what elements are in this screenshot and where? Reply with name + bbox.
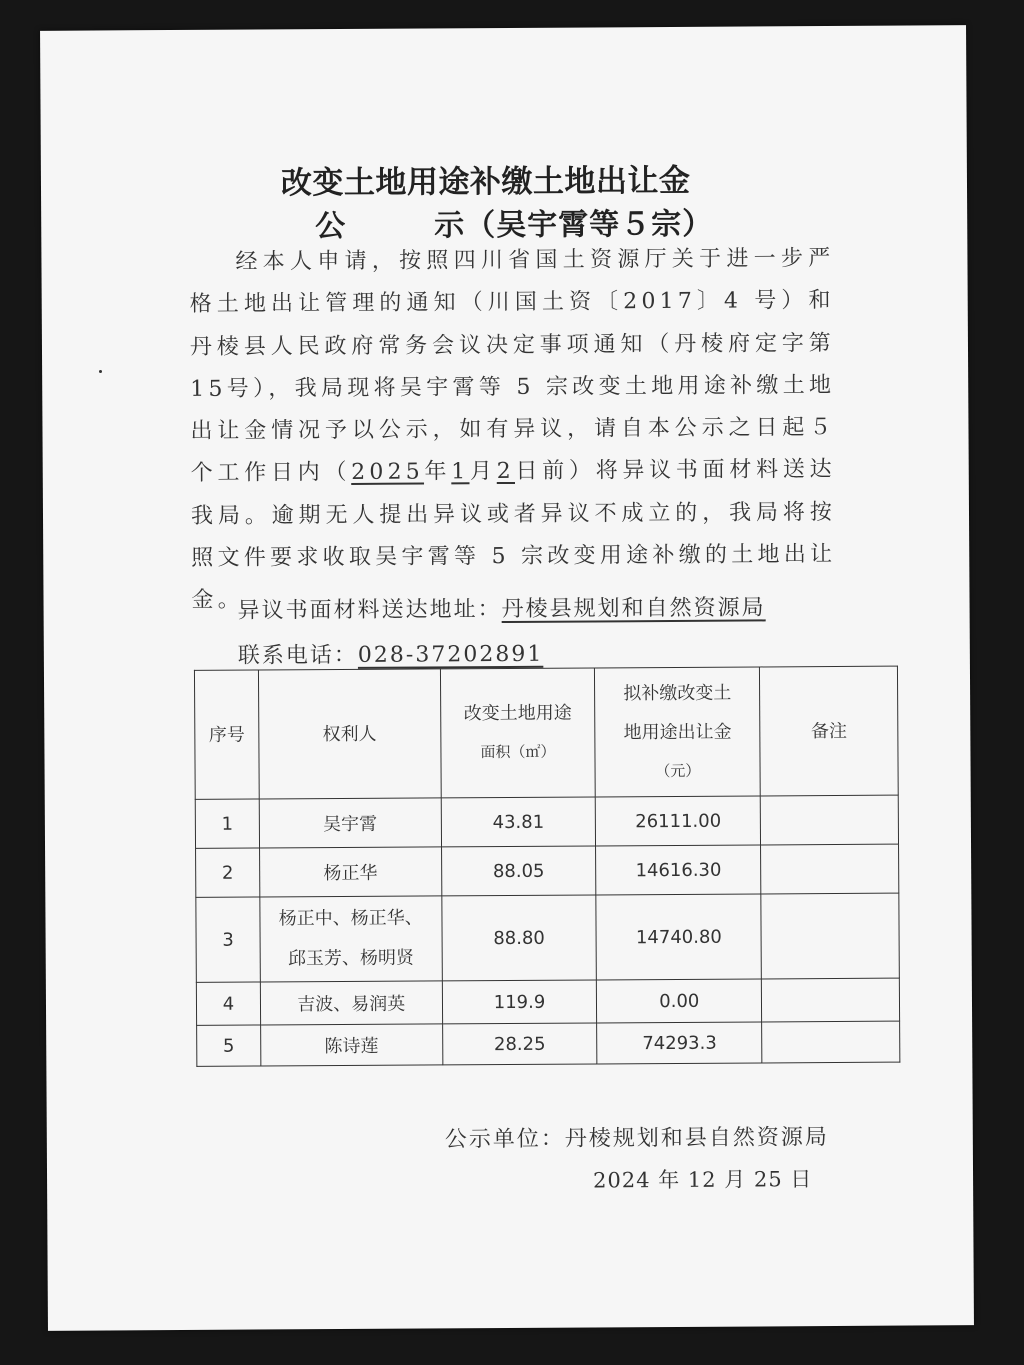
publishing-unit: 公示单位：丹棱规划和县自然资源局 (444, 1125, 829, 1153)
cell-no: 2 (196, 848, 260, 897)
cell-owner: 陈诗莲 (261, 1024, 443, 1066)
cell-note (761, 844, 899, 894)
cell-area: 28.25 (442, 1023, 597, 1065)
notice-body (189, 238, 836, 623)
document-title: 改变土地用途补缴土地出让金 (280, 162, 691, 202)
notice-paper (40, 25, 974, 1331)
table-row (195, 795, 898, 848)
publishing-date: 2024 年 12 月 25 日 (592, 1167, 813, 1193)
table-row (197, 1021, 900, 1066)
cell-owner-line1: 杨正中、杨正华、 (278, 907, 423, 930)
header-fee-line1: 拟补缴改变土 (623, 682, 732, 704)
notice-paragraph (189, 238, 836, 623)
cell-no: 3 (196, 897, 260, 982)
deadline-month-unit: 月 (469, 459, 497, 485)
cell-fee: 14740.80 (596, 894, 761, 980)
land-fee-table (194, 666, 900, 1067)
cell-fee: 14616.30 (596, 845, 761, 895)
cell-no: 1 (195, 799, 259, 848)
phone-label: 联系电话： (237, 642, 358, 669)
cell-no: 4 (196, 982, 260, 1025)
contact-phone (238, 637, 544, 670)
address-label: 异议书面材料送达地址： (237, 597, 502, 624)
address-value: 丹棱县规划和自然资源局 (501, 595, 766, 623)
header-owner: 权利人 (258, 669, 440, 799)
header-fee-line2: 地用途出让金 (623, 721, 732, 743)
document-subtitle-gong: 公 (315, 208, 347, 245)
header-area (440, 668, 596, 798)
cell-area: 119.9 (442, 980, 597, 1024)
cell-fee: 74293.3 (597, 1022, 762, 1064)
cell-area: 88.80 (441, 895, 596, 981)
header-area-line1: 改变土地用途 (463, 702, 572, 725)
deadline-month: 1 (451, 459, 470, 485)
header-area-line2: 面积（㎡） (480, 742, 556, 762)
cell-area: 88.05 (441, 846, 596, 896)
cell-owner: 吉波、易润英 (260, 981, 442, 1025)
document-subtitle-shi: 示（吴宇霄等５宗） (434, 206, 714, 244)
header-fee-line3: （元） (655, 761, 701, 780)
cell-owner: 杨正华 (259, 847, 441, 897)
phone-value: 028-37202891 (357, 641, 544, 668)
cell-note (761, 893, 899, 979)
paper-speck (99, 370, 102, 373)
body-text-end: 日前）将异议书面材料送达我局。逾期无人提出异议或者异议不成立的，我局将按照文件要求收取吴宇霄等 5 宗改变用途补缴的土地出让金。 (190, 457, 837, 614)
cell-owner-line2: 邱玉芳、杨明贤 (287, 947, 415, 970)
cell-note (762, 978, 900, 1022)
cell-area: 43.81 (441, 797, 596, 847)
header-fee (595, 667, 761, 797)
table-row (196, 893, 900, 982)
body-text-start: 经本人申请，按照四川省国土资源厅关于进一步严格土地出让管理的通知（川国土资〔2017〕4 号）和丹棱县人民政府常务会议决定事项通知（丹棱府定字第15号），我局现将吴宇霄等 5 宗改变土地用途补缴土地出让金情况予以公示，如有异议，请自本公示之日起５个工作日内（ (189, 245, 836, 487)
cell-owner (260, 896, 442, 982)
deadline-year: 2025 (351, 459, 425, 486)
deadline-year-unit: 年 (423, 459, 452, 485)
table-row (196, 978, 899, 1025)
table-row (196, 844, 899, 897)
deadline-day: 2 (496, 459, 516, 485)
cell-no: 5 (197, 1025, 261, 1066)
header-note: 备注 (760, 666, 899, 796)
cell-owner: 吴宇霄 (259, 798, 441, 848)
cell-fee: 26111.00 (596, 796, 761, 846)
table-header-row (194, 666, 898, 799)
cell-note (760, 795, 898, 845)
cell-fee: 0.00 (597, 979, 762, 1023)
cell-note (762, 1021, 900, 1063)
header-no: 序号 (194, 670, 259, 799)
objection-address (237, 590, 765, 624)
